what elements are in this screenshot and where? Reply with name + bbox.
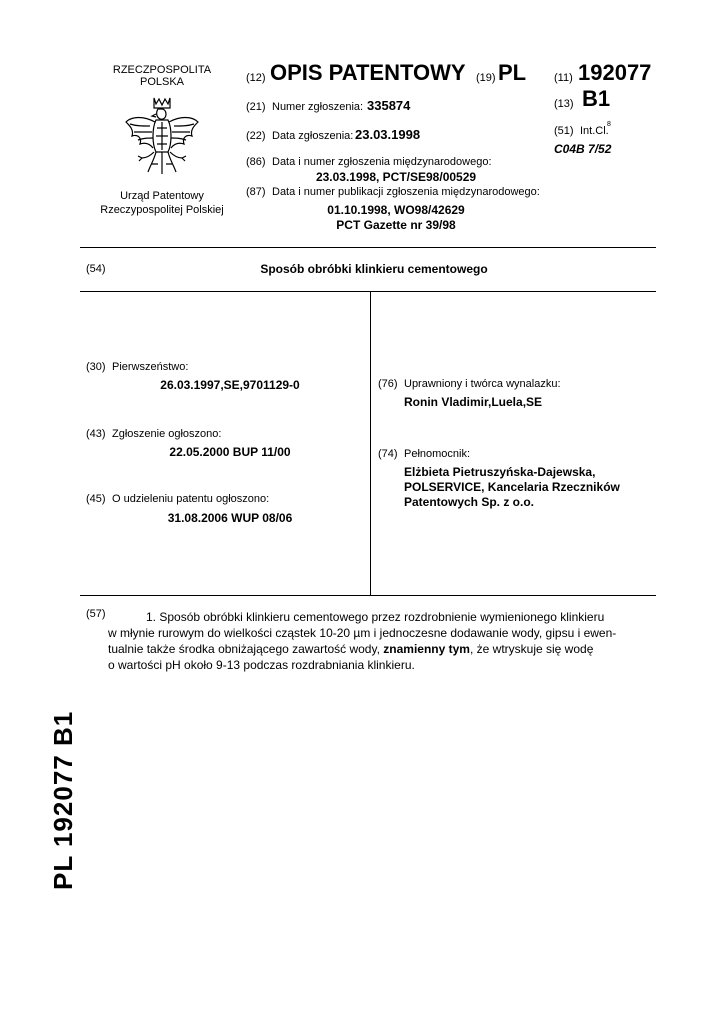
intl-application-label: Data i numer zgłoszenia międzynarodowego: (272, 156, 492, 168)
claim-line-3 (108, 642, 593, 656)
code-43: (43) (86, 428, 106, 440)
code-86: (86) (246, 156, 266, 168)
announcement-value: 22.05.2000 BUP 11/00 (169, 445, 291, 459)
code-21: (21) (246, 101, 266, 113)
attorney-line2: POLSERVICE, Kancelaria Rzeczników (404, 480, 620, 494)
claim-characterized: znamienny tym (383, 642, 470, 656)
claim-line-2: w młynie rurowym do wielkości cząstek 10-20 µm i jednoczesne dodawanie wody, gipsu i ewen- (108, 626, 617, 640)
intl-application-value: 23.03.1998, PCT/SE98/00529 (315, 170, 477, 184)
polish-eagle-emblem (120, 92, 204, 189)
inventor-value: Ronin Vladimir,Luela,SE (404, 395, 543, 409)
code-11: (11) (554, 72, 573, 84)
priority-value: 26.03.1997,SE,9701129-0 (160, 378, 300, 392)
country-name-line2: POLSKA (139, 76, 185, 88)
kind-code: B1 (582, 86, 611, 111)
code-30: (30) (86, 361, 106, 373)
rule-bottom (80, 595, 656, 596)
code-19: (19) (476, 72, 496, 84)
application-number-label: Numer zgłoszenia: (272, 101, 364, 113)
office-name-line1: Urząd Patentowy (120, 190, 204, 202)
claim-line-3-tail: , że wtryskuje się wodę (469, 642, 594, 656)
filing-date: 23.03.1998 (355, 127, 421, 142)
filing-date-label: Data zgłoszenia: (272, 130, 354, 142)
grant-label: O udzieleniu patentu ogłoszono: (112, 493, 270, 505)
column-divider (370, 291, 371, 595)
invention-title: Sposób obróbki klinkieru cementowego (260, 262, 488, 276)
claim-line-3-text: tualnie także środka obniżającego zawartość wody, (108, 642, 380, 656)
intl-publication-value: 01.10.1998, WO98/42629 (327, 203, 465, 217)
code-13: (13) (554, 98, 574, 110)
grant-value: 31.08.2006 WUP 08/06 (167, 511, 293, 525)
claim-line-4: o wartości pH około 9-13 podczas rozdrabniania klinkieru. (108, 658, 415, 672)
announcement-label: Zgłoszenie ogłoszono: (112, 428, 222, 440)
code-74: (74) (378, 448, 398, 460)
code-54: (54) (86, 263, 106, 275)
rule-title (80, 291, 656, 292)
intcl-superscript: 8 (607, 121, 611, 128)
code-45: (45) (86, 493, 106, 505)
country-code: PL (498, 60, 527, 85)
code-57: (57) (86, 608, 106, 620)
code-22: (22) (246, 130, 266, 142)
code-12: (12) (246, 72, 266, 84)
inventor-label: Uprawniony i twórca wynalazku: (404, 378, 561, 390)
office-name-line2: Rzeczypospolitej Polskiej (100, 204, 224, 216)
rule-top (80, 247, 656, 248)
code-51: (51) (554, 125, 574, 137)
code-87: (87) (246, 186, 266, 198)
intcl-value: C04B 7/52 (554, 142, 612, 156)
pct-gazette-value: PCT Gazette nr 39/98 (336, 218, 456, 232)
attorney-line1: Elżbieta Pietruszyńska-Dajewska, (404, 465, 596, 479)
attorney-line3: Patentowych Sp. z o.o. (404, 495, 535, 509)
intl-publication-label: Data i numer publikacji zgłoszenia międzynarodowego: (272, 186, 540, 198)
claim-line-1: 1. Sposób obróbki klinkieru cementowego przez rozdrobnienie wymienionego klinkieru (146, 610, 605, 624)
patent-number: 192077 (578, 60, 652, 85)
priority-label: Pierwszeństwo: (112, 361, 189, 373)
side-patent-mark: PL 192077 B1 (48, 710, 78, 890)
attorney-label: Pełnomocnik: (404, 448, 471, 460)
intcl-label: Int.Cl. (580, 125, 609, 137)
country-name-line1: RZECZPOSPOLITA (112, 64, 212, 76)
document-type: OPIS PATENTOWY (270, 60, 466, 85)
code-76: (76) (378, 378, 398, 390)
application-number: 335874 (367, 98, 411, 113)
